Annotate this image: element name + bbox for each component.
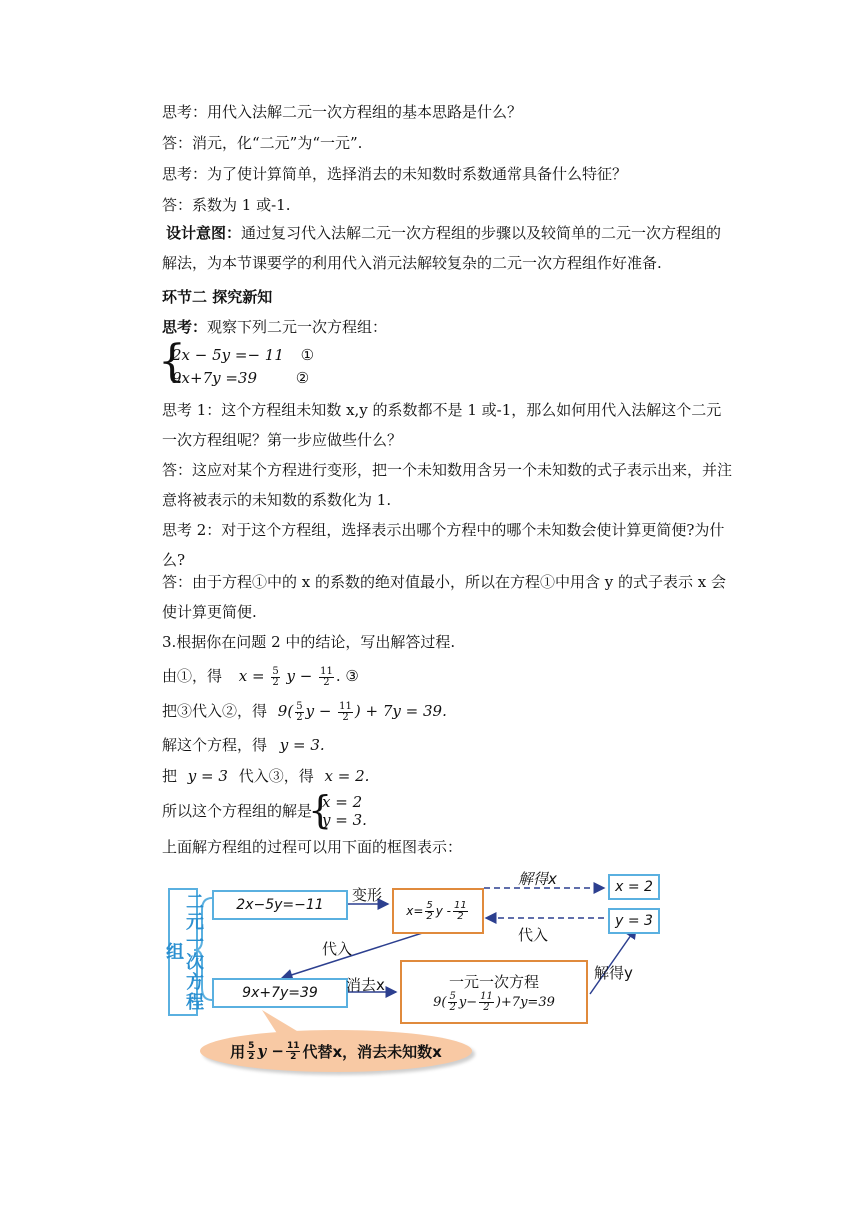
put-result: x = 2. (324, 767, 370, 785)
box-result-x: x = 2 (608, 874, 660, 900)
box-eq1: 2x−5y=−11 (212, 890, 348, 920)
label-eliminate: 消去x (346, 976, 385, 994)
system-eq2-text: 9x+7y =39 (172, 369, 258, 387)
solution-x: x = 2 (322, 793, 363, 811)
solution-prefix: 所以这个方程组的解是 (162, 802, 313, 820)
substitute-line: 把③代入②，得 9( $\frac{5}{2}$ y − $\frac{11}{2}$ ) + 7y = 39. (162, 700, 447, 723)
answer-2: 答：系数为 1 或-1. (162, 196, 291, 214)
from-eq1-mark: . ③ (335, 667, 359, 685)
linear-equation: 9( $\frac{5}{2}$ y− $\frac{11}{2}$ )+7y=39 (433, 991, 555, 1013)
frac-11-2: $\frac{11}{2}$ (320, 665, 333, 688)
callout-bubble: 用 $\frac{5}{2}$ y − $\frac{11}{2}$ 代替x，消去未知数x (200, 1030, 472, 1072)
bubble-prefix: 用 (230, 1042, 246, 1061)
box-result-y: y = 3 (608, 908, 660, 934)
observe-label: 思考： (162, 318, 208, 336)
think-2-paragraph: 思考 2：对于这个方程组，选择表示出哪个方程中的哪个未知数会使计算更简便?为什么? (162, 521, 725, 569)
label-solve-x: 解得x (518, 870, 557, 888)
solution-line (162, 800, 312, 822)
from-eq1-prefix: 由①，得 (162, 667, 223, 685)
think-question-1: 思考：用代入法解二元一次方程组的基本思路是什么？ (162, 103, 523, 121)
system-eq1 (172, 345, 314, 365)
bubble-suffix: 代替x，消去未知数x (302, 1042, 442, 1061)
think-1-paragraph: 思考 1：这个方程组未知数 x,y 的系数都不是 1 或-1，那么如何用代入法解这个二元一次方程组呢？第一步应做些什么？ (162, 401, 722, 449)
from-eq1-line: 由①，得 x = $\frac{5}{2}$ y − $\frac{11}{2}$ . ③ (162, 665, 359, 688)
answer-1: 答：消元，化“二元”为“一元”. (162, 134, 363, 152)
solve-eq: y = 3. (279, 736, 325, 754)
system-brace: { (158, 336, 186, 387)
design-intent (162, 218, 732, 278)
system-eq2 (172, 368, 309, 388)
substitute-prefix: 把③代入②，得 (162, 702, 268, 720)
system-eq2-mark: ② (295, 369, 310, 387)
label-substitute: 代入 (322, 940, 353, 958)
solution-y: y = 3. (322, 811, 367, 829)
put-prefix: 把 (162, 767, 178, 785)
think-question-2: 思考：为了使计算简单，选择消去的未知数时系数通常具备什么特征？ (162, 165, 628, 183)
box-transformed: x= $\frac{5}{2}$ y - $\frac{11}{2}$ (392, 888, 484, 934)
design-intent-text: 通过复习代入法解二元一次方程组的步骤以及较简单的二元一次方程组的解法，为本节课要学的利用代入消元法解较复杂的二元一次方程组作好准备. (162, 224, 722, 272)
label-substitute2: 代入 (518, 926, 549, 944)
from-eq1-x: x = (238, 667, 270, 685)
box-linear-equation (400, 960, 588, 1024)
arrow-solve-y (590, 928, 636, 994)
solution-brace: { (308, 788, 333, 832)
linear-title: 一元一次方程 (448, 973, 539, 991)
put-eq: y = 3 (187, 767, 228, 785)
put-mid: 代入③，得 (238, 767, 314, 785)
system-eq1-mark: ① (300, 346, 315, 364)
step-3: 3.根据你在问题 2 中的结论，写出解答过程. (162, 633, 456, 651)
solve-text: 解这个方程，得 (162, 736, 268, 754)
put-line (162, 765, 369, 787)
observe-line (162, 316, 387, 338)
system-eq1-text: 2x − 5y =− 11 (172, 346, 284, 364)
diagram-intro: 上面解方程组的过程可以用下面的框图表示： (162, 838, 463, 856)
label-solve-y: 解得y (594, 964, 633, 982)
solve-line (162, 734, 325, 756)
side-label: 二元一次方程组 (168, 888, 198, 1016)
box-eq2: 9x+7y=39 (212, 978, 348, 1008)
observe-text: 观察下列二元一次方程组： (207, 318, 388, 336)
answer-q2-paragraph: 答：由于方程①中的 x 的系数的绝对值最小，所以在方程①中用含 y 的式子表示 x 会使计算更简便. (162, 573, 727, 621)
flow-diagram (162, 860, 682, 1090)
section-title: 环节二 探究新知 (162, 288, 273, 306)
design-intent-label: 设计意图： (166, 224, 242, 242)
answer-q1-paragraph: 答：这应对某个方程进行变形，把一个未知数用含另一个未知数的式子表示出来，并注意将被表示的未知数的系数化为 1. (162, 461, 733, 509)
frac-5-2: $\frac{5}{2}$ (272, 665, 279, 688)
label-transform: 变形 (352, 886, 383, 904)
